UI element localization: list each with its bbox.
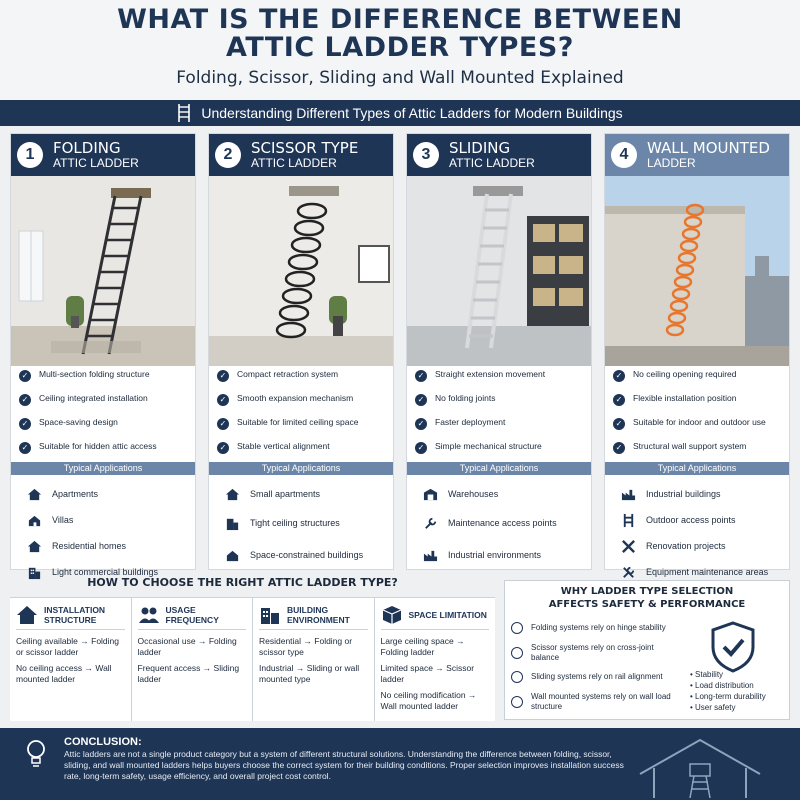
lightbulb-icon <box>24 738 48 768</box>
house-outline-icon <box>630 734 770 798</box>
application-item: Maintenance access points <box>423 507 585 539</box>
conclusion-text: Attic ladders are not a single product category but a system of different structural solutions. Understanding the difference between folding, scissor, sliding, and wall mounted ladders helps buyers choose the correct system for their building conditions. Proper selection improves installation success rate, long-term safety, usage efficiency, and overall project cost control. <box>64 749 624 781</box>
building-icon <box>225 516 240 531</box>
check-icon: ✓ <box>415 370 427 382</box>
check-icon: ✓ <box>19 394 31 406</box>
why-selection-panel <box>504 580 790 720</box>
warehouse-icon <box>423 487 438 502</box>
folding-ladder-photo <box>11 176 195 366</box>
wrench-icon <box>423 516 438 531</box>
feature-item: ✓ Flexible installation position <box>613 394 783 414</box>
shield-check-icon <box>710 621 756 673</box>
check-icon: ✓ <box>217 394 229 406</box>
card-scissor <box>208 133 394 570</box>
card-sliding <box>406 133 592 570</box>
why-item: Folding systems rely on hinge stability <box>511 619 683 637</box>
applications-list <box>605 481 789 585</box>
why-title: WHY LADDER TYPE SELECTION AFFECTS SAFETY & PERFORMANCE <box>548 586 746 610</box>
box-icon <box>381 604 403 626</box>
check-icon: ✓ <box>415 394 427 406</box>
application-item: Space-constrained buildings <box>225 539 387 571</box>
feature-item: ✓ No folding joints <box>415 394 585 414</box>
check-icon: ✓ <box>613 370 625 382</box>
why-list <box>511 619 683 717</box>
home-icon <box>27 513 42 528</box>
card-header <box>605 134 789 176</box>
feature-item: ✓ Simple mechanical structure <box>415 442 585 462</box>
feature-item: ✓ Suitable for indoor and outdoor use <box>613 418 783 438</box>
why-bullets <box>690 669 766 713</box>
factory-icon <box>423 548 438 563</box>
why-item: Wall mounted systems rely on wall load structure <box>511 692 683 711</box>
card-number: 3 <box>413 142 439 168</box>
feature-item: ✓ No ceiling opening required <box>613 370 783 390</box>
application-item: Small apartments <box>225 481 387 507</box>
application-item: Apartments <box>27 481 189 507</box>
choose-column-header: INSTALLATION STRUCTURE <box>16 602 125 630</box>
choose-column-header: BUILDING ENVIRONMENT <box>259 602 368 630</box>
title-line-1: WHAT IS THE DIFFERENCE BETWEEN <box>117 4 683 35</box>
sliding-ladder-photo <box>407 176 591 366</box>
card-number: 2 <box>215 142 241 168</box>
rail-icon <box>511 671 523 683</box>
card-header <box>11 134 195 176</box>
factory-icon <box>621 487 636 502</box>
application-item: Light commercial buildings <box>27 559 189 585</box>
card-folding <box>10 133 196 577</box>
feature-item: ✓ Suitable for hidden attic access <box>19 442 189 462</box>
choose-column-usage <box>132 598 254 721</box>
choose-item: No ceiling modification → Wall mounted ladder <box>380 690 477 711</box>
check-icon: ✓ <box>19 370 31 382</box>
application-item: Warehouses <box>423 481 585 507</box>
card-subtitle: ATTIC LADDER <box>449 155 535 170</box>
choose-item: Large ceiling space → Folding ladder <box>380 636 465 657</box>
card-header <box>209 134 393 176</box>
feature-item: ✓ Stable vertical alignment <box>217 442 387 462</box>
choose-item: Frequent access → Sliding ladder <box>137 663 240 684</box>
application-item: Residential homes <box>27 533 189 559</box>
check-icon: ✓ <box>415 442 427 454</box>
check-icon: ✓ <box>19 418 31 430</box>
application-item: Industrial buildings <box>621 481 783 507</box>
wall-mounted-ladder-photo <box>605 176 789 366</box>
users-icon <box>138 604 160 626</box>
application-item: Equipment maintenance areas <box>621 559 783 585</box>
card-title: SLIDING <box>449 138 511 157</box>
choose-grid <box>10 597 495 721</box>
choose-column-environment <box>253 598 375 721</box>
application-item: Villas <box>27 507 189 533</box>
applications-list <box>11 481 195 585</box>
choose-column-space <box>375 598 496 721</box>
feature-item: ✓ Space-saving design <box>19 418 189 438</box>
feature-item: ✓ Faster deployment <box>415 418 585 438</box>
check-icon: ✓ <box>613 418 625 430</box>
wrench-icon <box>621 565 636 580</box>
scissor-ladder-photo <box>209 176 393 366</box>
choose-item: Residential → Folding or scissor type <box>259 636 353 657</box>
card-header <box>407 134 591 176</box>
ladder-icon <box>177 104 191 122</box>
house-icon <box>27 539 42 554</box>
feature-item: ✓ Multi-section folding structure <box>19 370 189 390</box>
house-icon <box>27 487 42 502</box>
card-wall-mounted <box>604 133 790 577</box>
check-icon: ✓ <box>613 394 625 406</box>
why-item: Scissor systems rely on cross-joint balance <box>511 643 683 662</box>
choose-item: No ceiling access → Wall mounted ladder <box>16 663 112 684</box>
bullet-item: • User safety <box>690 703 736 712</box>
ladder-type-cards <box>10 133 790 577</box>
application-item: Industrial environments <box>423 539 585 571</box>
card-subtitle: ATTIC LADDER <box>251 155 337 170</box>
check-icon: ✓ <box>613 442 625 454</box>
title-line-2: ATTIC LADDER TYPES? <box>226 32 574 63</box>
choose-column-header: USAGE FREQUENCY <box>138 602 247 630</box>
applications-header: Typical Applications <box>209 462 393 475</box>
balance-icon <box>511 647 523 659</box>
conclusion-title: CONCLUSION: <box>64 736 142 748</box>
feature-list <box>209 366 393 462</box>
feature-item: ✓ Ceiling integrated installation <box>19 394 189 414</box>
choose-item: Industrial → Sliding or wall mounted type <box>259 663 360 684</box>
card-number: 4 <box>611 142 637 168</box>
check-icon: ✓ <box>415 418 427 430</box>
choose-item: Ceiling available → Folding or scissor ladder <box>16 636 120 657</box>
building-icon <box>259 604 281 626</box>
house-icon <box>225 487 240 502</box>
feature-item: ✓ Smooth expansion mechanism <box>217 394 387 414</box>
ladder-icon <box>621 513 636 528</box>
bullet-item: • Load distribution <box>690 681 754 690</box>
header <box>0 0 800 100</box>
feature-list <box>407 366 591 462</box>
home-icon <box>225 548 240 563</box>
feature-item: ✓ Straight extension movement <box>415 370 585 390</box>
card-title: SCISSOR TYPE <box>251 138 359 157</box>
banner <box>0 100 800 126</box>
why-item: Sliding systems rely on rail alignment <box>511 668 683 686</box>
feature-item: ✓ Compact retraction system <box>217 370 387 390</box>
feature-item: ✓ Structural wall support system <box>613 442 783 462</box>
conclusion-section <box>0 728 800 800</box>
hinge-icon <box>511 622 523 634</box>
applications-header: Typical Applications <box>407 462 591 475</box>
applications-header: Typical Applications <box>11 462 195 475</box>
applications-list <box>209 481 393 571</box>
banner-text: Understanding Different Types of Attic Ladders for Modern Buildings <box>201 105 623 121</box>
tools-icon <box>621 539 636 554</box>
page-subtitle: Folding, Scissor, Sliding and Wall Mounted Explained <box>176 68 624 88</box>
page-title <box>0 0 800 62</box>
card-title: FOLDING <box>53 138 121 157</box>
choose-title: HOW TO CHOOSE THE RIGHT ATTIC LADDER TYPE? <box>87 576 398 589</box>
card-title: WALL MOUNTED <box>647 138 770 157</box>
choose-item: Limited space → Scissor ladder <box>380 663 475 684</box>
house-icon <box>16 604 38 626</box>
choose-item: Occasional use → Folding ladder <box>137 636 237 657</box>
check-icon: ✓ <box>217 418 229 430</box>
bullet-item: • Stability <box>690 670 724 679</box>
bullet-item: • Long-term durability <box>690 692 766 701</box>
check-icon: ✓ <box>19 442 31 454</box>
application-item: Tight ceiling structures <box>225 507 387 539</box>
choose-column-installation <box>10 598 132 721</box>
card-subtitle: ATTIC LADDER <box>53 155 139 170</box>
feature-list <box>11 366 195 462</box>
card-number: 1 <box>17 142 43 168</box>
check-icon: ✓ <box>217 370 229 382</box>
check-icon: ✓ <box>217 442 229 454</box>
feature-list <box>605 366 789 462</box>
card-subtitle: LADDER <box>647 155 696 170</box>
feature-item: ✓ Suitable for limited ceiling space <box>217 418 387 438</box>
applications-list <box>407 481 591 571</box>
wall-icon <box>511 696 523 708</box>
how-to-choose-section <box>10 576 495 724</box>
applications-header: Typical Applications <box>605 462 789 475</box>
application-item: Outdoor access points <box>621 507 783 533</box>
application-item: Renovation projects <box>621 533 783 559</box>
choose-column-header: SPACE LIMITATION <box>381 602 490 630</box>
